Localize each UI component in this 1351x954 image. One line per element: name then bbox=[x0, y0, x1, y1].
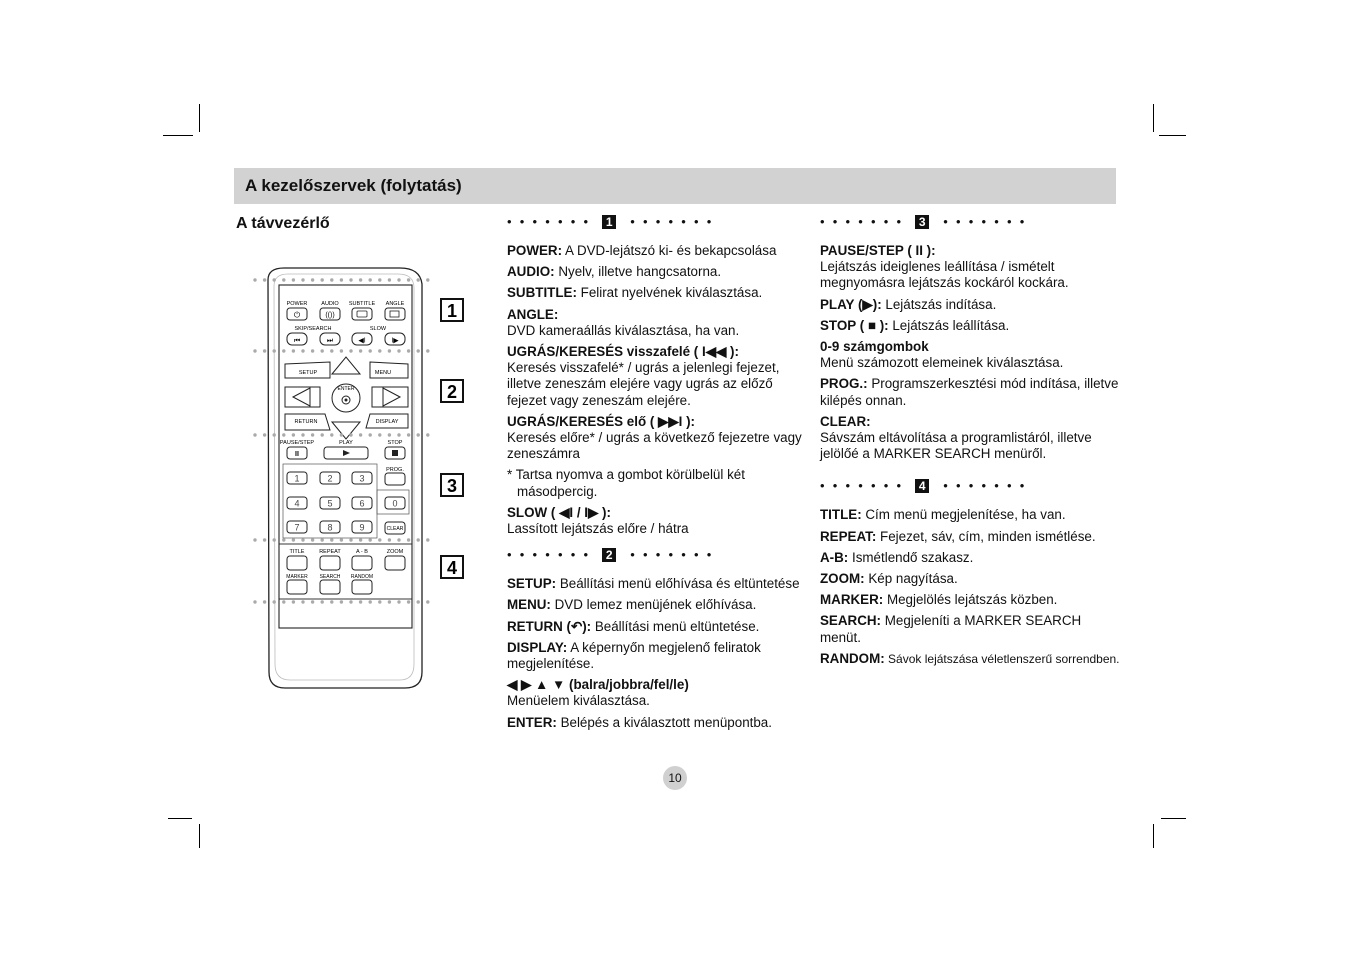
dotted-line-dot bbox=[292, 538, 295, 541]
dotted-line-dot bbox=[426, 278, 429, 281]
remote-subtitle: A távvezérlő bbox=[236, 215, 330, 232]
entry-clear: CLEAR: Sávszám eltávolítása a programlistáról, illetve jelölőé a MARKER SEARCH menüről. bbox=[820, 413, 1092, 462]
entry-subtitle: SUBTITLE: Felirat nyelvének kiválasztása. bbox=[507, 285, 763, 301]
entry-skip-forward: UGRÁS/KERESÉS elő ( ▶▶I ): Keresés előre* / ugrás a következő fejezetre vagy zeneszámra bbox=[507, 413, 802, 462]
dotted-line-dot bbox=[263, 278, 266, 281]
dotted-line-dot bbox=[397, 600, 400, 603]
entry-title: TITLE: Cím menü megjelenítése, ha van. bbox=[820, 507, 1066, 523]
entry-skip-back: UGRÁS/KERESÉS visszafelé ( I◀◀ ): Keresés visszafelé* / ugrás a jelenlegi fejezet, illetve zeneszám elejére vagy ugrás az előző fejezet vagy zeneszám elejére. bbox=[507, 344, 780, 408]
dotted-line-dot bbox=[417, 278, 420, 281]
dotted-line-dot bbox=[378, 278, 381, 281]
entry-search: SEARCH: Megjeleníti a MARKER SEARCH menüt. bbox=[820, 613, 1082, 645]
entry-repeat: REPEAT: Fejezet, sáv, cím, minden ismétlése. bbox=[820, 528, 1096, 544]
dotted-line-dot bbox=[273, 433, 276, 436]
section-number-1: 1 bbox=[602, 215, 616, 229]
remote-dotted-lines bbox=[250, 274, 440, 609]
section-number-markers bbox=[440, 298, 466, 588]
dotted-line-dot bbox=[263, 538, 266, 541]
slow-forward-icon: I▶ bbox=[584, 504, 599, 520]
digit-label-0: 0 bbox=[392, 498, 398, 509]
label-menu: MENU bbox=[374, 370, 392, 376]
label-subtitle: SUBTITLE bbox=[348, 301, 376, 307]
dotted-line-dot bbox=[359, 278, 362, 281]
dotted-line-dot bbox=[263, 433, 266, 436]
dotted-line-dot bbox=[292, 600, 295, 603]
dotted-line-dot bbox=[397, 433, 400, 436]
dotted-line-dot bbox=[273, 278, 276, 281]
slow-forward-icon: I▶ bbox=[391, 337, 399, 345]
section-separator-1: ••••••• 1 ••••••• bbox=[507, 213, 720, 229]
dotted-line-dot bbox=[321, 278, 324, 281]
crop-mark bbox=[1153, 104, 1154, 132]
section-separator-3: ••••••• 3 ••••••• bbox=[820, 213, 1033, 229]
dotted-line-dot bbox=[282, 278, 285, 281]
label-ab: A - B bbox=[356, 549, 368, 555]
page-number: 10 bbox=[663, 766, 687, 790]
label-display: DISPLAY bbox=[375, 419, 399, 425]
dotted-line-dot bbox=[311, 538, 314, 541]
entry-slow: SLOW ( ◀I / I▶ ): Lassított lejátszás előre / hátra bbox=[507, 504, 689, 537]
pause-icon: II bbox=[915, 243, 923, 258]
dotted-line-dot bbox=[407, 278, 410, 281]
section-separator-2: ••••••• 2 ••••••• bbox=[507, 547, 720, 563]
dotted-line-dot bbox=[417, 600, 420, 603]
skip-back-icon: ⏮ bbox=[293, 337, 301, 345]
dotted-line-dot bbox=[378, 538, 381, 541]
dotted-line-dot bbox=[417, 538, 420, 541]
label-slow: SLOW bbox=[369, 326, 387, 332]
dotted-line-dot bbox=[397, 349, 400, 352]
section-number-2: 2 bbox=[602, 548, 616, 562]
dotted-line-dot bbox=[330, 278, 333, 281]
digit-label-2: 2 bbox=[327, 473, 333, 484]
label-enter: ENTER bbox=[337, 386, 355, 392]
dotted-line-dot bbox=[282, 600, 285, 603]
dotted-line-dot bbox=[388, 278, 391, 281]
dotted-line-dot bbox=[311, 349, 314, 352]
entry-display: DISPLAY: A képernyőn megjelenő feliratok megjelenítése. bbox=[507, 639, 761, 672]
skip-back-icon: I◀◀ bbox=[701, 344, 727, 360]
dotted-line-dot bbox=[263, 349, 266, 352]
dotted-line-dot bbox=[349, 349, 352, 352]
digit-label-1: 1 bbox=[294, 473, 300, 484]
dotted-line-dot bbox=[340, 278, 343, 281]
dotted-line-dot bbox=[349, 278, 352, 281]
audio-icon: (()) bbox=[325, 312, 335, 319]
dotted-line-dot bbox=[311, 278, 314, 281]
section-number-3: 3 bbox=[915, 215, 929, 229]
skip-forward-icon: ▶▶I bbox=[658, 413, 683, 429]
digit-label-4: 4 bbox=[294, 498, 300, 509]
label-prog: PROG. bbox=[386, 467, 404, 473]
entry-audio: AUDIO: Nyelv, illetve hangcsatorna. bbox=[507, 264, 722, 280]
crop-mark bbox=[168, 818, 192, 819]
dotted-line-dot bbox=[282, 538, 285, 541]
section-number-4: 4 bbox=[915, 479, 929, 493]
dotted-line-dot bbox=[273, 349, 276, 352]
dotted-line-dot bbox=[426, 600, 429, 603]
dotted-line-dot bbox=[330, 600, 333, 603]
dotted-line-dot bbox=[340, 538, 343, 541]
entry-digits: 0-9 számgombok Menü számozott elemeinek kiválasztása. bbox=[820, 339, 1064, 371]
label-zoom: ZOOM bbox=[386, 549, 404, 555]
dotted-line-dot bbox=[369, 600, 372, 603]
entry-setup: SETUP: Beállítási menü előhívása és eltüntetése bbox=[507, 576, 800, 592]
dotted-line-dot bbox=[426, 433, 429, 436]
dotted-line-dot bbox=[340, 349, 343, 352]
dotted-line-dot bbox=[369, 433, 372, 436]
dotted-line-dot bbox=[321, 433, 324, 436]
dotted-line-dot bbox=[321, 349, 324, 352]
dotted-line-dot bbox=[388, 600, 391, 603]
pause-icon: II bbox=[295, 451, 299, 458]
dotted-line-dot bbox=[330, 538, 333, 541]
entry-zoom: ZOOM: Kép nagyítása. bbox=[820, 571, 958, 587]
entry-note: * Tartsa nyomva a gombot körülbelül két másodpercig. bbox=[507, 467, 745, 499]
crop-mark bbox=[163, 135, 193, 136]
description-column-1 bbox=[507, 210, 807, 736]
digit-label-5: 5 bbox=[327, 498, 333, 509]
dotted-line-dot bbox=[292, 433, 295, 436]
dotted-line-dot bbox=[273, 538, 276, 541]
skip-forward-icon: ⏭ bbox=[326, 337, 334, 345]
dotted-line-dot bbox=[321, 600, 324, 603]
dotted-line-dot bbox=[359, 600, 362, 603]
dotted-line-dot bbox=[301, 433, 304, 436]
dotted-line-dot bbox=[273, 600, 276, 603]
description-column-2 bbox=[820, 210, 1120, 672]
dotted-line-dot bbox=[378, 349, 381, 352]
entry-pause: PAUSE/STEP ( II ): Lejátszás ideiglenes leállítása / ismételt megnyomásra lejátszás kockáról kockára. bbox=[820, 243, 1069, 291]
dotted-line-dot bbox=[340, 600, 343, 603]
dotted-line-dot bbox=[301, 349, 304, 352]
label-title: TITLE bbox=[289, 549, 305, 555]
label-stop: STOP bbox=[387, 440, 403, 446]
dotted-line-dot bbox=[301, 600, 304, 603]
digit-label-7: 7 bbox=[294, 522, 300, 533]
dotted-line-dot bbox=[282, 433, 285, 436]
digit-label-3: 3 bbox=[359, 473, 365, 484]
dotted-line-dot bbox=[388, 538, 391, 541]
entry-play: PLAY (▶): Lejátszás indítása. bbox=[820, 296, 997, 312]
crop-mark bbox=[199, 104, 200, 132]
dotted-line-dot bbox=[426, 349, 429, 352]
dotted-line-dot bbox=[340, 433, 343, 436]
label-search: SEARCH bbox=[319, 574, 341, 580]
dotted-line-dot bbox=[311, 433, 314, 436]
dotted-line-dot bbox=[292, 349, 295, 352]
label-repeat: REPEAT bbox=[319, 549, 341, 555]
section-marker-2-label: 2 bbox=[446, 382, 458, 402]
dotted-line-dot bbox=[349, 538, 352, 541]
dotted-line-dot bbox=[369, 538, 372, 541]
dotted-line-dot bbox=[359, 349, 362, 352]
return-icon: ↶ bbox=[570, 618, 583, 634]
section-marker-3-label: 3 bbox=[446, 476, 458, 496]
dotted-line-dot bbox=[311, 600, 314, 603]
section-marker-1-label: 1 bbox=[446, 301, 458, 321]
section-separator-4: ••••••• 4 ••••••• bbox=[820, 478, 1033, 494]
slow-back-icon: ◀I bbox=[358, 337, 366, 345]
arrow-icons: ◀ ▶ ▲ ▼ bbox=[507, 677, 566, 693]
dotted-line-dot bbox=[417, 433, 420, 436]
dotted-line-dot bbox=[349, 433, 352, 436]
crop-mark bbox=[1161, 818, 1186, 819]
page-title: A kezelőszervek (folytatás) bbox=[245, 176, 462, 195]
dotted-line-dot bbox=[253, 349, 256, 352]
dotted-line-dot bbox=[253, 278, 256, 281]
entry-angle: ANGLE: DVD kameraállás kiválasztása, ha van. bbox=[507, 306, 740, 338]
dotted-line-dot bbox=[397, 278, 400, 281]
dotted-line-dot bbox=[417, 349, 420, 352]
dotted-line-dot bbox=[349, 600, 352, 603]
dotted-line-dot bbox=[359, 538, 362, 541]
label-clear: CLEAR bbox=[386, 526, 404, 532]
dotted-line-dot bbox=[330, 349, 333, 352]
digit-label-8: 8 bbox=[327, 522, 333, 533]
section-marker-4-label: 4 bbox=[446, 558, 458, 578]
entry-menu: MENU: DVD lemez menüjének előhívása. bbox=[507, 597, 757, 613]
dotted-line-dot bbox=[282, 349, 285, 352]
label-angle: ANGLE bbox=[385, 301, 405, 307]
power-icon: ⏻ bbox=[293, 310, 301, 320]
label-play: PLAY bbox=[339, 440, 353, 446]
dotted-line-dot bbox=[407, 349, 410, 352]
dotted-line-dot bbox=[388, 433, 391, 436]
dotted-line-dot bbox=[330, 433, 333, 436]
entry-marker: MARKER: Megjelölés lejátszás közben. bbox=[820, 592, 1058, 608]
label-skip-search: SKIP/SEARCH bbox=[294, 326, 332, 332]
dotted-line-dot bbox=[407, 433, 410, 436]
entry-prog: PROG.: Programszerkesztési mód indítása, illetve kilépés onnan. bbox=[820, 376, 1119, 408]
dotted-line-dot bbox=[253, 600, 256, 603]
label-marker: MARKER bbox=[286, 574, 308, 580]
label-setup: SETUP bbox=[298, 370, 318, 376]
dotted-line-dot bbox=[426, 538, 429, 541]
label-random: RANDOM bbox=[350, 574, 374, 580]
stop-icon: ■ bbox=[867, 317, 876, 333]
dotted-line-dot bbox=[263, 600, 266, 603]
dotted-line-dot bbox=[301, 278, 304, 281]
entry-arrows: ◀ ▶ ▲ ▼ (balra/jobbra/fel/le) Menüelem kiválasztása. bbox=[507, 677, 689, 709]
crop-mark bbox=[1159, 135, 1186, 136]
dotted-line-dot bbox=[253, 538, 256, 541]
crop-mark bbox=[199, 824, 200, 848]
dotted-line-dot bbox=[301, 538, 304, 541]
label-pause-step: PAUSE/STEP bbox=[279, 440, 315, 446]
entry-return: RETURN (↶): Beállítási menü eltüntetése. bbox=[507, 618, 760, 634]
entry-stop: STOP ( ■ ): Lejátszás leállítása. bbox=[820, 317, 1010, 333]
entry-enter: ENTER: Belépés a kiválasztott menüpontba. bbox=[507, 714, 772, 730]
dotted-line-dot bbox=[407, 538, 410, 541]
entry-ab: A-B: Ismétlendő szakasz. bbox=[820, 549, 974, 565]
dotted-line-dot bbox=[407, 600, 410, 603]
dotted-line-dot bbox=[253, 433, 256, 436]
play-icon: ▶ bbox=[862, 296, 873, 312]
dotted-line-dot bbox=[292, 278, 295, 281]
section-header bbox=[234, 168, 1116, 204]
digit-label-6: 6 bbox=[359, 498, 365, 509]
dotted-line-dot bbox=[378, 433, 381, 436]
dotted-line-dot bbox=[388, 349, 391, 352]
entry-random: RANDOM: Sávok lejátszása véletlenszerű sorrendben. bbox=[820, 650, 1120, 666]
crop-mark bbox=[1153, 824, 1154, 848]
dotted-line-dot bbox=[321, 538, 324, 541]
dotted-line-dot bbox=[359, 433, 362, 436]
label-return: RETURN bbox=[294, 419, 318, 425]
label-power: POWER bbox=[286, 301, 308, 307]
dotted-line-dot bbox=[397, 538, 400, 541]
dotted-line-dot bbox=[369, 349, 372, 352]
dotted-line-dot bbox=[378, 600, 381, 603]
slow-back-icon: ◀I bbox=[559, 504, 574, 520]
entry-power: POWER: A DVD-lejátszó ki- és bekapcsolása bbox=[507, 243, 777, 258]
label-audio: AUDIO bbox=[321, 301, 339, 307]
dotted-line-dot bbox=[369, 278, 372, 281]
digit-label-9: 9 bbox=[359, 522, 365, 533]
